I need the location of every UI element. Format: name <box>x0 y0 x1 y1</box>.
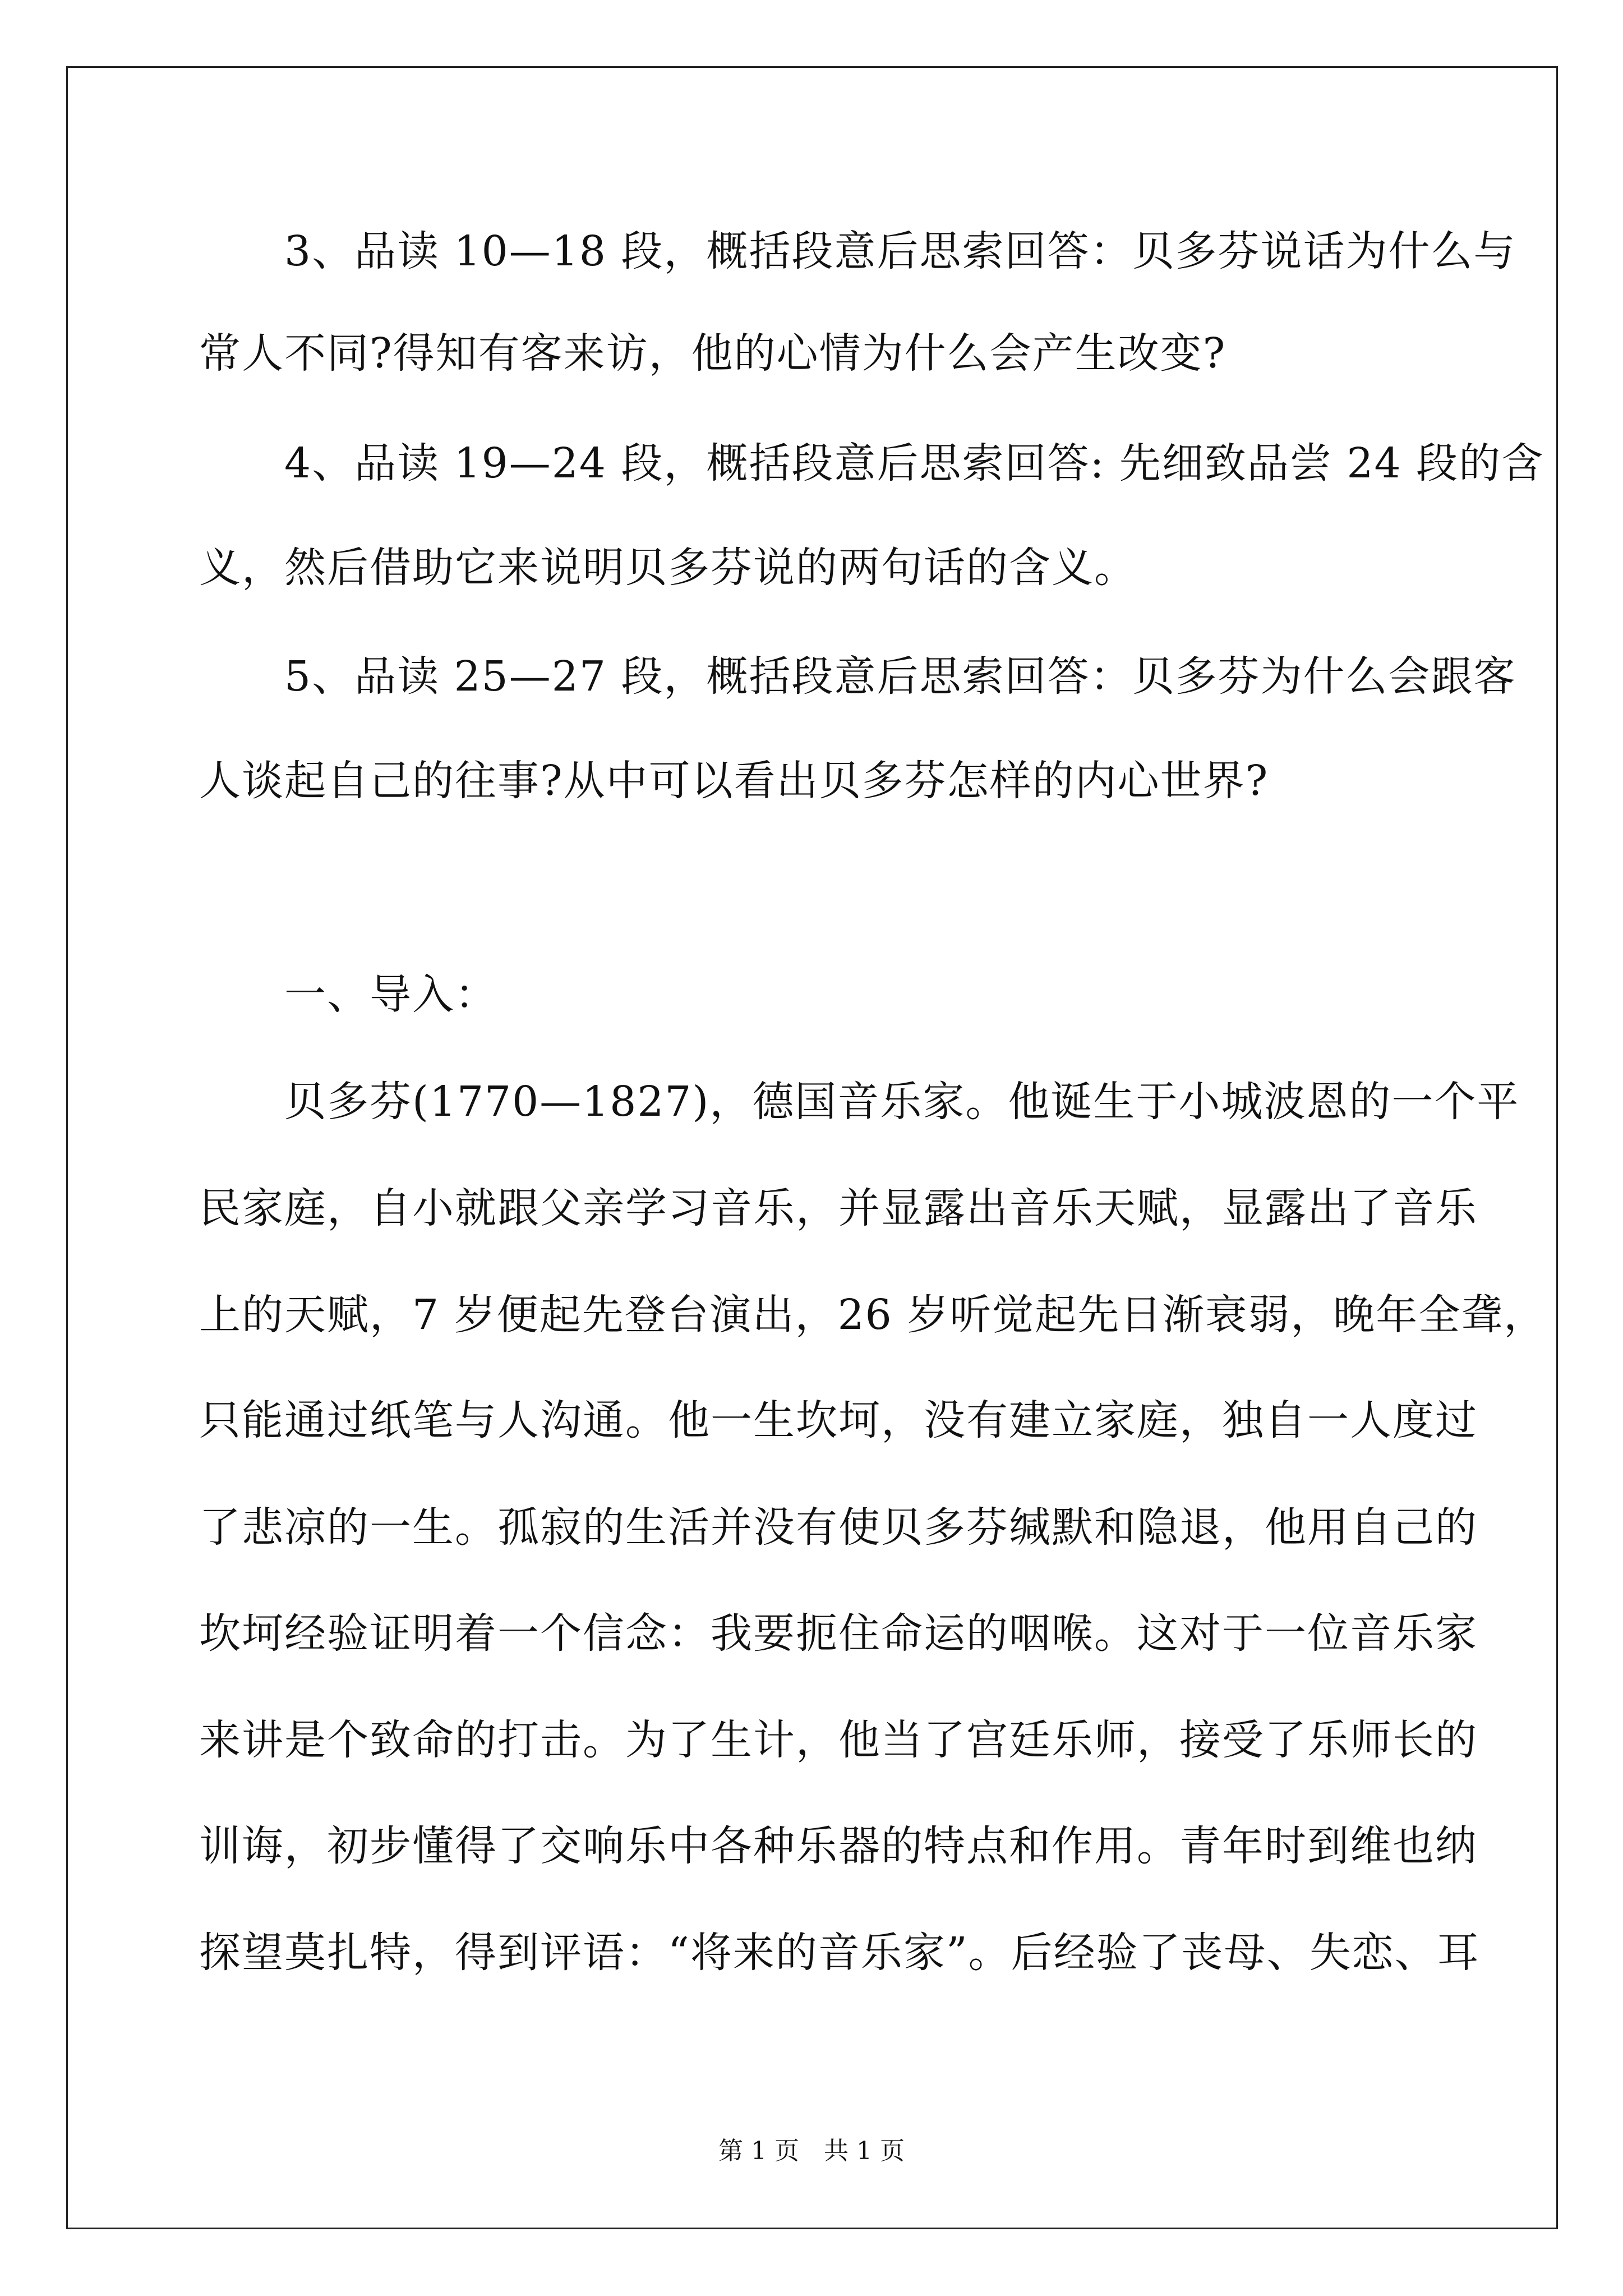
intro-paragraph-line-5: 了悲凉的一生。孤寂的生活并没有使贝多芬缄默和隐退，他用自己的 <box>199 1503 1478 1552</box>
intro-paragraph-line-2: 民家庭，自小就跟父亲学习音乐，并显露出音乐天赋，显露出了音乐 <box>199 1184 1478 1232</box>
paragraph-3-line-1: 3、品读 10—18 段，概括段意后思索回答：贝多芬说话为什么与 <box>199 227 1516 275</box>
intro-paragraph-line-3: 上的天赋，7 岁便起先登台演出，26 岁听觉起先日渐衰弱，晚年全聋， <box>199 1291 1547 1339</box>
intro-paragraph-line-8: 训诲，初步懂得了交响乐中各种乐器的特点和作用。青年时到维也纳 <box>199 1822 1478 1870</box>
intro-paragraph-line-6: 坎坷经验证明着一个信念：我要扼住命运的咽喉。这对于一位音乐家 <box>199 1609 1478 1658</box>
paragraph-5-line-2: 人谈起自己的往事?从中可以看出贝多芬怎样的内心世界? <box>199 757 1269 805</box>
section-heading-intro: 一、导入： <box>199 970 497 1019</box>
paragraph-4-line-1: 4、品读 19—24 段，概括段意后思索回答: 先细致品尝 24 段的含 <box>199 439 1544 487</box>
paragraph-3-line-2: 常人不同?得知有客来访，他的心情为什么会产生改变? <box>199 329 1227 378</box>
page-footer: 第 1 页 共 1 页 <box>718 2137 905 2165</box>
paragraph-5-line-1: 5、品读 25—27 段，概括段意后思索回答：贝多芬为什么会跟客 <box>199 652 1516 701</box>
intro-paragraph-line-9: 探望莫扎特，得到评语：“将来的音乐家”。后经验了丧母、失恋、耳 <box>199 1929 1480 1977</box>
paragraph-4-line-2: 义，然后借助它来说明贝多芬说的两句话的含义。 <box>199 544 1137 592</box>
intro-paragraph-line-7: 来讲是个致命的打击。为了生计，他当了宫廷乐师，接受了乐师长的 <box>199 1716 1478 1764</box>
intro-paragraph-line-1: 贝多芬(1770—1827)，德国音乐家。他诞生于小城波恩的一个平 <box>199 1078 1520 1126</box>
page-border <box>66 66 1558 2229</box>
intro-paragraph-line-4: 只能通过纸笔与人沟通。他一生坎坷，没有建立家庭，独自一人度过 <box>199 1396 1478 1444</box>
